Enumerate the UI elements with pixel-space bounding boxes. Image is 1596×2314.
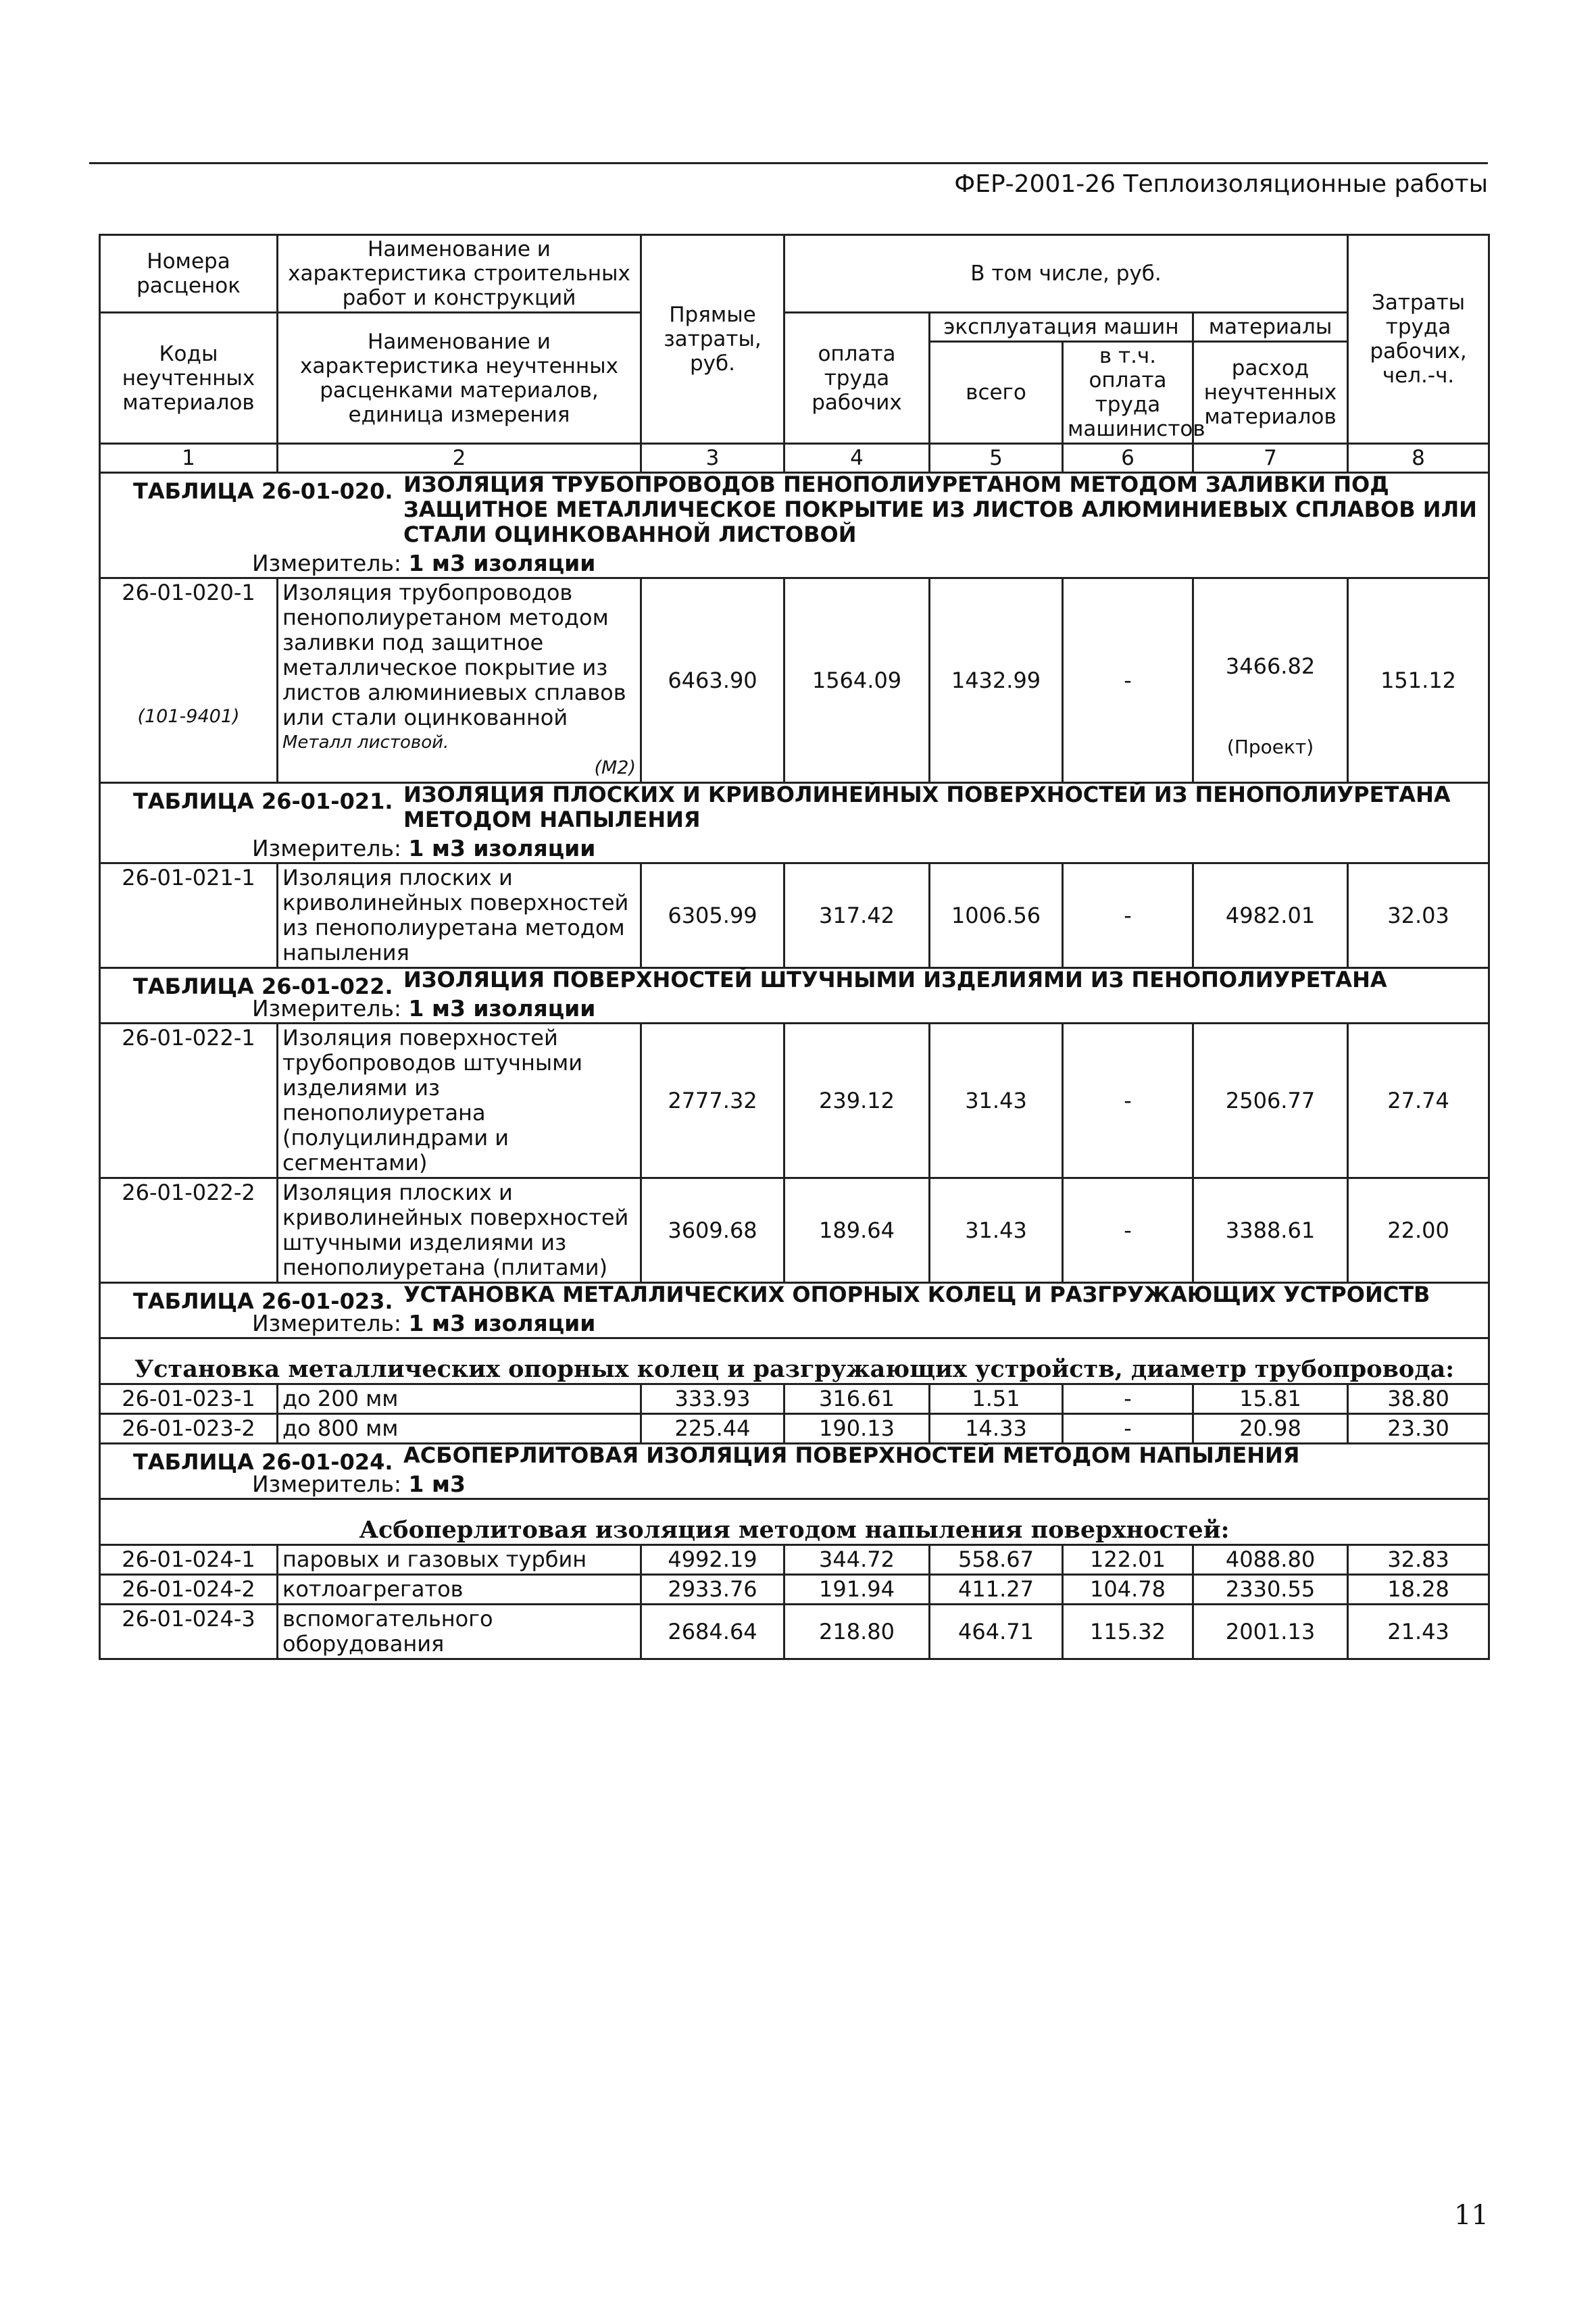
measure-row xyxy=(100,1307,1489,1338)
work-name-cell xyxy=(278,863,641,968)
sub-heading-row xyxy=(100,1338,1489,1384)
work-name-cell xyxy=(278,1575,641,1605)
header-rule xyxy=(89,162,1488,164)
col-number: 3 xyxy=(641,444,784,473)
materials-value: 2506.77 xyxy=(1193,1024,1348,1178)
header-row-1 xyxy=(100,235,1489,313)
machine-wages-value: - xyxy=(1063,1024,1193,1178)
direct-cost: 3609.68 xyxy=(641,1178,784,1283)
rate-code-cell xyxy=(100,1384,278,1414)
header-row-2 xyxy=(100,313,1489,342)
table-row xyxy=(100,1178,1489,1283)
col-number: 4 xyxy=(784,444,930,473)
work-name-cell xyxy=(278,1024,641,1178)
sub-heading: Установка металлических опорных колец и разгружающих устройств, диаметр трубопровода: xyxy=(100,1338,1489,1384)
machines-value: 1.51 xyxy=(930,1384,1063,1414)
material-amount-note: (Проект) xyxy=(1226,736,1314,758)
measure-cell xyxy=(100,992,1489,1024)
machines-value: 31.43 xyxy=(930,1178,1063,1283)
wages-value: 1564.09 xyxy=(784,578,930,783)
direct-cost: 2933.76 xyxy=(641,1575,784,1605)
section-header xyxy=(100,1444,1489,1469)
work-name-cell xyxy=(278,578,641,783)
col-machines: эксплуатация машин xyxy=(930,313,1193,342)
machines-value: 1432.99 xyxy=(930,578,1063,783)
labor-value: 22.00 xyxy=(1348,1178,1489,1283)
materials-value xyxy=(1193,578,1348,783)
measure-label: Измеритель: xyxy=(252,1310,402,1336)
material-code: (101-9401) xyxy=(137,706,240,727)
labor-value: 27.74 xyxy=(1348,1024,1489,1178)
materials-value: 4088.80 xyxy=(1193,1545,1348,1575)
machine-wages-value: - xyxy=(1063,1414,1193,1444)
measure-row xyxy=(100,992,1489,1024)
measure-row xyxy=(100,832,1489,863)
col-labor: Затраты труда рабочих, чел.-ч. xyxy=(1348,235,1489,444)
wages-value: 239.12 xyxy=(784,1024,930,1178)
price-table xyxy=(99,234,1490,1660)
rate-code: 26-01-023-2 xyxy=(122,1415,255,1441)
work-name: паровых и газовых турбин xyxy=(282,1546,587,1572)
section-title xyxy=(100,783,1489,833)
rate-code: 26-01-024-3 xyxy=(122,1606,255,1632)
machine-wages-value: - xyxy=(1063,863,1193,968)
rate-code-cell xyxy=(100,1414,278,1444)
machines-value: 464.71 xyxy=(930,1605,1063,1659)
machines-value: 558.67 xyxy=(930,1545,1063,1575)
section-title xyxy=(100,1282,1489,1314)
wages-value: 317.42 xyxy=(784,863,930,968)
section-header xyxy=(100,1283,1489,1308)
direct-cost: 225.44 xyxy=(641,1414,784,1444)
labor-value: 151.12 xyxy=(1348,578,1489,783)
col-materials-unaccounted: расход неучтенных материалов xyxy=(1193,342,1348,444)
measure-value: 1 м3 xyxy=(408,1471,466,1497)
measure-value: 1 м3 изоляции xyxy=(408,835,596,861)
section-title xyxy=(100,1442,1489,1475)
measure-label: Измеритель: xyxy=(252,1471,402,1497)
machine-wages-value: - xyxy=(1063,1178,1193,1283)
materials-value: 15.81 xyxy=(1193,1384,1348,1414)
section-code: ТАБЛИЦА 26-01-024. xyxy=(133,1449,393,1475)
materials-value: 4982.01 xyxy=(1193,863,1348,968)
machine-wages-value: 122.01 xyxy=(1063,1545,1193,1575)
wages-value: 189.64 xyxy=(784,1178,930,1283)
wages-value: 344.72 xyxy=(784,1545,930,1575)
rate-code: 26-01-020-1 xyxy=(122,580,255,605)
work-name-cell xyxy=(278,1414,641,1444)
table-row xyxy=(100,1024,1489,1178)
machines-value: 411.27 xyxy=(930,1575,1063,1605)
section-code: ТАБЛИЦА 26-01-021. xyxy=(133,788,393,814)
direct-cost: 2777.32 xyxy=(641,1024,784,1178)
col-code-bottom: Коды неучтенных материалов xyxy=(100,313,278,444)
wages-value: 218.80 xyxy=(784,1605,930,1659)
rate-code-cell xyxy=(100,1024,278,1178)
table-row xyxy=(100,1545,1489,1575)
measure-cell xyxy=(100,547,1489,578)
col-code-top: Номера расценок xyxy=(100,235,278,313)
section-code: ТАБЛИЦА 26-01-023. xyxy=(133,1288,393,1314)
direct-cost: 6463.90 xyxy=(641,578,784,783)
col-including: В том числе, руб. xyxy=(784,235,1348,313)
machine-wages-value: - xyxy=(1063,578,1193,783)
table-row xyxy=(100,1384,1489,1414)
machines-value: 31.43 xyxy=(930,1024,1063,1178)
direct-cost: 333.93 xyxy=(641,1384,784,1414)
measure-value: 1 м3 изоляции xyxy=(408,1310,596,1336)
machine-wages-value: - xyxy=(1063,1384,1193,1414)
measure-value: 1 м3 изоляции xyxy=(408,550,596,576)
work-name: до 800 мм xyxy=(282,1415,399,1441)
section-code: ТАБЛИЦА 26-01-022. xyxy=(133,974,393,999)
measure-label: Измеритель: xyxy=(252,835,402,861)
rate-code: 26-01-021-1 xyxy=(122,865,255,890)
measure-cell xyxy=(100,1468,1489,1499)
wages-value: 190.13 xyxy=(784,1414,930,1444)
wages-value: 316.61 xyxy=(784,1384,930,1414)
work-name-cell xyxy=(278,1545,641,1575)
table-row xyxy=(100,1575,1489,1605)
measure-cell xyxy=(100,832,1489,863)
section-title-text: ИЗОЛЯЦИЯ ТРУБОПРОВОДОВ ПЕНОПОЛИУРЕТАНОМ МЕТОДОМ ЗАЛИВКИ ПОД ЗАЩИТНОЕ МЕТАЛЛИЧЕСКОЕ ПОКРЫТИЕ ИЗ ЛИСТОВ АЛЮМИНИЕВЫХ СПЛАВОВ ИЛИ СТАЛИ ОЦИНКОВАННОЙ ЛИСТОВОЙ xyxy=(403,472,1477,547)
direct-cost: 4992.19 xyxy=(641,1545,784,1575)
col-machines-total: всего xyxy=(930,342,1063,444)
col-direct: Прямые затраты, руб. xyxy=(641,235,784,444)
section-code: ТАБЛИЦА 26-01-020. xyxy=(133,478,393,504)
col-number: 6 xyxy=(1063,444,1193,473)
material-name: Металл листовой. xyxy=(282,732,449,753)
work-name-cell xyxy=(278,1384,641,1414)
section-title-text: ИЗОЛЯЦИЯ ПЛОСКИХ И КРИВОЛИНЕЙНЫХ ПОВЕРХНОСТЕЙ ИЗ ПЕНОПОЛИУРЕТАНА МЕТОДОМ НАПЫЛЕНИЯ xyxy=(403,782,1451,832)
rate-code-cell xyxy=(100,1178,278,1283)
labor-value: 32.03 xyxy=(1348,863,1489,968)
labor-value: 23.30 xyxy=(1348,1414,1489,1444)
col-wages: оплата труда рабочих xyxy=(784,313,930,444)
sub-heading: Асбоперлитовая изоляция методом напыления поверхностей: xyxy=(100,1499,1489,1545)
work-name: до 200 мм xyxy=(282,1386,399,1411)
section-title-text: ИЗОЛЯЦИЯ ПОВЕРХНОСТЕЙ ШТУЧНЫМИ ИЗДЕЛИЯМИ ИЗ ПЕНОПОЛИУРЕТАНА xyxy=(403,967,1387,992)
measure-value: 1 м3 изоляции xyxy=(408,995,596,1022)
rate-code-cell xyxy=(100,863,278,968)
col-materials: материалы xyxy=(1193,313,1348,342)
work-name: котлоагрегатов xyxy=(282,1576,464,1602)
materials-value: 2001.13 xyxy=(1193,1605,1348,1659)
section-title-text: УСТАНОВКА МЕТАЛЛИЧЕСКИХ ОПОРНЫХ КОЛЕЦ И РАЗГРУЖАЮЩИХ УСТРОЙСТВ xyxy=(403,1282,1430,1307)
materials-value: 2330.55 xyxy=(1193,1575,1348,1605)
section-title-text: АСБОПЕРЛИТОВАЯ ИЗОЛЯЦИЯ ПОВЕРХНОСТЕЙ МЕТОДОМ НАПЫЛЕНИЯ xyxy=(403,1442,1300,1468)
col-number: 8 xyxy=(1348,444,1489,473)
rate-code: 26-01-022-1 xyxy=(122,1025,255,1051)
rate-code: 26-01-024-1 xyxy=(122,1546,255,1572)
sub-heading-row xyxy=(100,1499,1489,1545)
rate-code: 26-01-024-2 xyxy=(122,1576,255,1602)
measure-row xyxy=(100,1468,1489,1499)
table-row xyxy=(100,863,1489,968)
section-title xyxy=(100,967,1489,999)
col-name-top: Наименование и характеристика строительных работ и конструкций xyxy=(278,235,641,313)
rate-code-cell xyxy=(100,578,278,783)
material-unit: (М2) xyxy=(594,757,636,778)
materials-value: 3388.61 xyxy=(1193,1178,1348,1283)
col-number: 5 xyxy=(930,444,1063,473)
section-header xyxy=(100,968,1489,993)
measure-label: Измеритель: xyxy=(252,550,402,576)
table-row xyxy=(100,1605,1489,1659)
rate-code: 26-01-022-2 xyxy=(122,1180,255,1205)
direct-cost: 2684.64 xyxy=(641,1605,784,1659)
col-number: 7 xyxy=(1193,444,1348,473)
wages-value: 191.94 xyxy=(784,1575,930,1605)
table-row xyxy=(100,578,1489,783)
measure-label: Измеритель: xyxy=(252,995,402,1022)
rate-code: 26-01-023-1 xyxy=(122,1386,255,1411)
direct-cost: 6305.99 xyxy=(641,863,784,968)
work-name: Изоляция поверхностей трубопроводов штучными изделиями из пенополиуретана (полуцилиндрами и сегментами) xyxy=(282,1025,583,1176)
col-number: 2 xyxy=(278,444,641,473)
section-header xyxy=(100,473,1489,548)
page-number: 11 xyxy=(1454,2200,1489,2231)
work-name-cell xyxy=(278,1178,641,1283)
column-number-row xyxy=(100,444,1489,473)
section-title xyxy=(100,473,1489,548)
labor-value: 21.43 xyxy=(1348,1605,1489,1659)
work-name: Изоляция плоских и криволинейных поверхностей из пенополиуретана методом напыления xyxy=(282,865,629,965)
work-name: Изоляция плоских и криволинейных поверхностей штучными изделиями из пенополиуретана (плитами) xyxy=(282,1180,629,1280)
doc-title: ФЕР-2001-26 Теплоизоляционные работы xyxy=(954,170,1488,198)
table-row xyxy=(100,1414,1489,1444)
work-name: Изоляция трубопроводов пенополиуретаном методом заливки под защитное металлическое покрытие из листов алюминиевых сплавов или стали оцинкованной xyxy=(282,580,626,730)
section-header xyxy=(100,783,1489,833)
col-number: 1 xyxy=(100,444,278,473)
col-machines-wages: в т.ч. оплата труда машинистов xyxy=(1063,342,1193,444)
labor-value: 18.28 xyxy=(1348,1575,1489,1605)
labor-value: 32.83 xyxy=(1348,1545,1489,1575)
col-name-bottom: Наименование и характеристика неучтенных расценками материалов, единица измерения xyxy=(278,313,641,444)
rate-code-cell xyxy=(100,1605,278,1659)
rate-code-cell xyxy=(100,1575,278,1605)
machines-value: 14.33 xyxy=(930,1414,1063,1444)
materials-value: 20.98 xyxy=(1193,1414,1348,1444)
measure-cell xyxy=(100,1307,1489,1338)
work-name-cell xyxy=(278,1605,641,1659)
machine-wages-value: 104.78 xyxy=(1063,1575,1193,1605)
rate-code-cell xyxy=(100,1545,278,1575)
machines-value: 1006.56 xyxy=(930,863,1063,968)
work-name: вспомогательного оборудования xyxy=(282,1606,493,1657)
measure-row xyxy=(100,547,1489,578)
materials-amount: 3466.82 xyxy=(1225,653,1316,679)
labor-value: 38.80 xyxy=(1348,1384,1489,1414)
table-body xyxy=(100,235,1489,1659)
machine-wages-value: 115.32 xyxy=(1063,1605,1193,1659)
